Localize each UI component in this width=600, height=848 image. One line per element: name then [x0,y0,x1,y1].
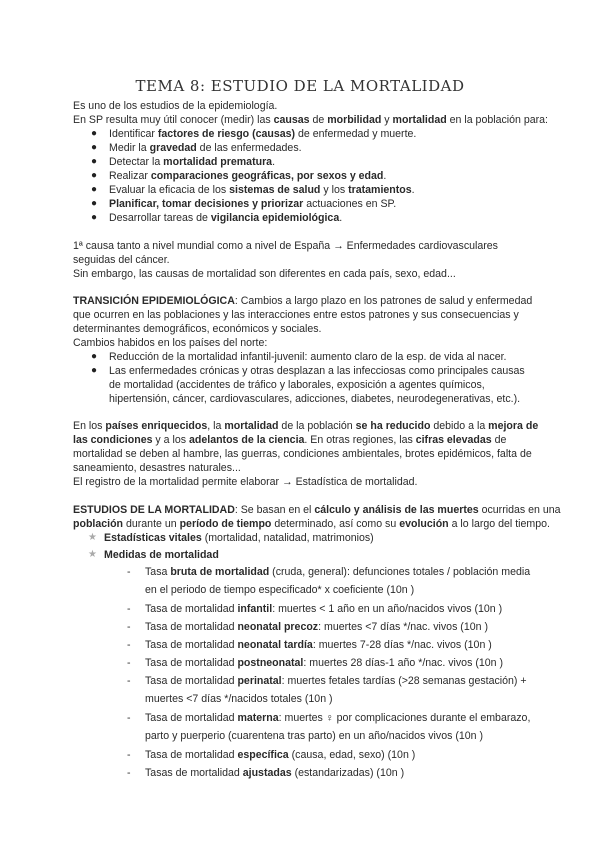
studies-line [73,503,561,517]
text-run: , la [207,420,225,432]
bullet-icon: ● [91,156,98,167]
text-run: . [383,170,387,182]
cause-line: seguidas del cáncer. [73,254,170,266]
text-run: : muertes 7-28 días */nac. vivos (10n ) [312,639,492,651]
bold-text: Estadísticas vitales [104,532,202,544]
rich-line [73,433,506,447]
dash-icon: - [127,657,131,669]
list-item: Reducción de la mortalidad infantil-juvenil: aumento claro de la esp. de vida al nacer. [109,351,507,363]
list-item [109,183,415,197]
bold-text: sistemas de salud [229,184,321,196]
list-item [109,169,386,183]
text-run: Tasa de mortalidad [145,657,238,669]
dash-icon: - [127,639,131,651]
rate-item-continuation [145,692,333,706]
rate-item-continuation [145,729,483,743]
text-run: y [381,114,393,126]
dash-icon: - [127,767,131,779]
text-run: Tasa de mortalidad [145,621,238,633]
dash-icon: - [127,603,131,615]
list-item-continuation: de mortalidad (accidentes de tráfico y laborales, exposición a agentes químicos, [109,379,485,391]
list-item [109,211,342,225]
bullet-icon: ● [91,365,98,376]
text-run: en la población para: [446,114,548,126]
bullet-icon: ● [91,142,98,153]
bold-text: postneonatal [237,657,304,669]
transition-line: Cambios habidos en los países del norte: [73,337,268,349]
text-run: Tasa de mortalidad [145,749,238,761]
bold-text: específica [237,749,289,761]
rate-item [145,638,492,652]
rate-item [145,620,488,634]
text-run: y los [320,184,349,196]
text-run: de enfermedad y muerte. [295,128,417,140]
text-run: En los [73,420,106,432]
text-run: muertes <7 días */nacidos totales (10n ) [145,693,333,705]
bold-text: comparaciones geográficas, por sexos y edad [150,170,384,182]
text-run: En SP resulta muy útil conocer (medir) las [73,114,274,126]
bold-text: países enriquecidos [105,420,208,432]
text-run: durante un [123,518,180,530]
intro-line: Es uno de los estudios de la epidemiología. [73,100,278,112]
text-run: . [272,156,276,168]
bullet-icon: ● [91,184,98,195]
list-item: Las enfermedades crónicas y otras desplazan a las infecciosas como principales causas [109,365,525,377]
text-run: de [309,114,328,126]
list-item-continuation: hipertensión, cáncer, cardiovasculares, adicciones, diabetes, neurodegenerativas, etc.). [109,393,521,405]
bold-text: las condiciones [73,434,153,446]
text-run: debido a la [430,420,489,432]
bold-text: perinatal [237,675,282,687]
bold-text: período de tiempo [179,518,272,530]
list-item [109,155,275,169]
rate-item [145,674,527,688]
text-run: y a los [152,434,189,446]
text-run: parto y puerperio (cuarentena tras parto) en un año/nacidos vivos (10n ) [145,730,484,742]
rate-item [145,565,530,579]
bold-text: causas [273,114,310,126]
bold-text: neonatal precoz [237,621,319,633]
bullet-icon: ● [91,212,98,223]
bullet-icon: ● [91,198,98,209]
rate-item [145,656,503,670]
bold-text: ajustadas [242,767,292,779]
dash-icon: - [127,566,131,578]
cause-line: 1ª causa tanto a nivel mundial como a nivel de España → Enfermedades cardiovasculares [73,240,498,252]
bold-text: tratamientos [348,184,412,196]
star-icon: ★ [88,549,97,560]
text-run: en el periodo de tiempo especificado* x coeficiente (10n ) [145,584,415,596]
text-run: de la población [278,420,356,432]
bullet-icon: ● [91,351,98,362]
intro-line [73,113,548,127]
text-run: (mortalidad, natalidad, matrimonios) [201,532,374,544]
bold-text: bruta de mortalidad [170,566,270,578]
text-run: . En otras regiones, las [304,434,416,446]
star-icon: ★ [88,532,97,543]
text-run: Tasa de mortalidad [145,712,238,724]
text-run: (estandarizadas) (10n ) [291,767,405,779]
rate-item [145,602,502,616]
text-run: : muertes 28 días-1 año */nac. vivos (10n ) [303,657,503,669]
bold-text: cálculo y análisis de las muertes [314,504,479,516]
text-run: Tasa de mortalidad [145,603,238,615]
bold-text: morbilidad [327,114,382,126]
page-title: TEMA 8: ESTUDIO DE LA MORTALIDAD [135,77,465,95]
rate-item [145,766,404,780]
list-item [109,197,396,211]
text-run: Tasa de mortalidad [145,639,238,651]
list-item [109,127,416,141]
bold-text: materna [237,712,279,724]
bullet-icon: ● [91,170,98,181]
bold-text: evolución [399,518,449,530]
studies-line [73,517,550,531]
text-run: : muertes ♀ por complicaciones durante el embarazo, [278,712,531,724]
cause-line: Sin embargo, las causas de mortalidad son diferentes en cada país, sexo, edad... [73,268,456,280]
text-run: Evaluar la eficacia de los [109,184,230,196]
rate-item [145,748,415,762]
rich-line: El registro de la mortalidad permite elaborar → Estadística de mortalidad. [73,476,418,488]
transition-line [73,294,532,308]
text-run: (cruda, general): defunciones totales / población media [269,566,531,578]
bold-text: se ha reducido [355,420,431,432]
text-run: Tasa [145,566,171,578]
star-item [104,531,374,545]
rich-line [73,419,538,433]
text-run: (causa, edad, sexo) (10n ) [288,749,416,761]
text-run: : muertes <7 días */nac. vivos (10n ) [318,621,488,633]
rate-item-continuation [145,583,414,597]
text-run: a lo largo del tiempo. [448,518,550,530]
rich-line: saneamiento, desastres naturales... [73,462,241,474]
text-run: Medir la [109,142,150,154]
star-item [104,548,219,562]
text-run: Tasas de mortalidad [145,767,243,779]
text-run: : Se basan en el [234,504,315,516]
bullet-icon: ● [91,128,98,139]
text-run: determinado, así como su [271,518,400,530]
bold-text: adelantos de la ciencia [189,434,305,446]
bold-text: TRANSICIÓN EPIDEMIOLÓGICA [73,295,235,307]
bold-text: factores de riesgo (causas) [157,128,296,140]
text-run: . [339,212,343,224]
dash-icon: - [127,621,131,633]
bold-text: cifras elevadas [415,434,492,446]
bold-text: Planificar, tomar decisiones y priorizar [109,198,304,210]
bold-text: gravedad [149,142,197,154]
bold-text: mejora de [488,420,539,432]
text-run: de [491,434,507,446]
bold-text: infantil [237,603,273,615]
text-run: Identificar [109,128,158,140]
rate-item [145,711,530,725]
dash-icon: - [127,749,131,761]
text-run: actuaciones en SP. [303,198,397,210]
list-item [109,141,302,155]
transition-line: determinantes demográficos, económicos y sociales. [73,323,322,335]
text-run: Tasa de mortalidad [145,675,238,687]
text-run: : muertes < 1 año en un año/nacidos vivos (10n ) [272,603,503,615]
bold-text: población [73,518,124,530]
bold-text: vigilancia epidemiológica [210,212,340,224]
text-run: : muertes fetales tardías (>28 semanas gestación) + [281,675,527,687]
bold-text: mortalidad prematura [163,156,273,168]
bold-text: mortalidad [392,114,447,126]
dash-icon: - [127,712,131,724]
bold-text: neonatal tardía [237,639,313,651]
text-run: Desarrollar tareas de [109,212,211,224]
transition-line: que ocurren en las poblaciones y las interacciones entre estos patrones y sus consecuencias y [73,309,519,321]
text-run: de las enfermedades. [196,142,302,154]
text-run: ocurridas en una [478,504,561,516]
rich-line: mortalidad se deben al hambre, las guerras, condiciones ambientales, brotes epidémicos, falta de [73,448,532,460]
text-run: : Cambios a largo plazo en los patrones de salud y enfermedad [234,295,533,307]
bold-text: mortalidad [224,420,279,432]
dash-icon: - [127,675,131,687]
bold-text: ESTUDIOS DE LA MORTALIDAD [73,504,235,516]
text-run: . [411,184,415,196]
text-run: Detectar la [109,156,164,168]
text-run: Realizar [109,170,151,182]
bold-text: Medidas de mortalidad [104,549,219,561]
